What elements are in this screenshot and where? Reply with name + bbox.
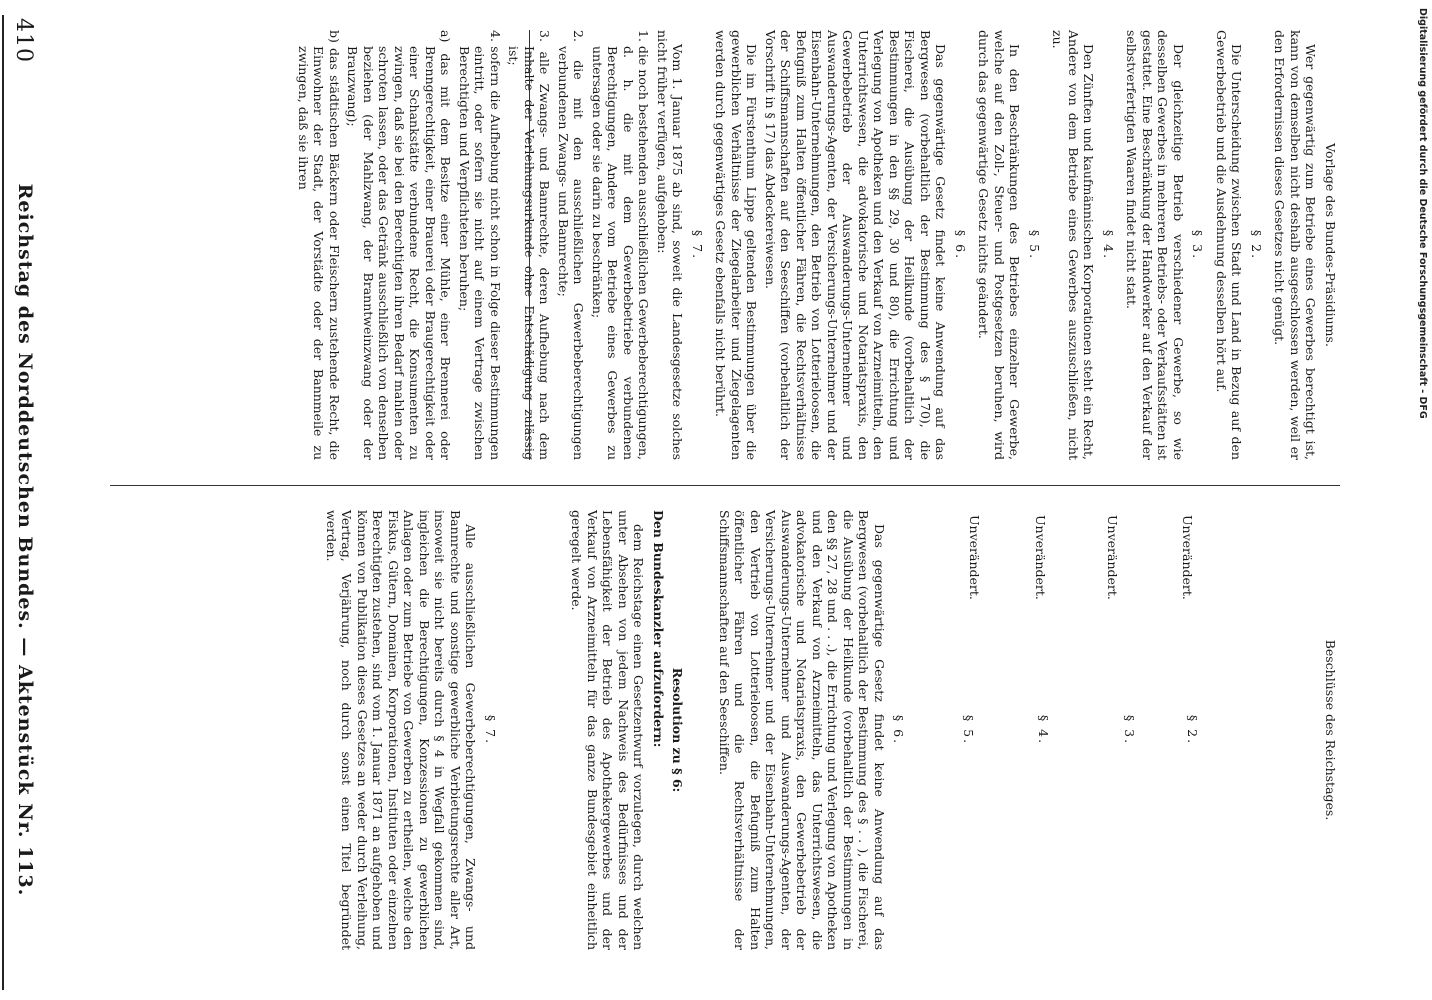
right-section-2-heading: § 2. <box>1185 714 1201 746</box>
digitization-note: Digitalisierung gefördert durch die Deutsche Forschungsgemeinschaft - DFG <box>1417 8 1428 419</box>
section-6-text: Das gegenwärtige Gesetz findet keine Anwendung auf das Bergwesen (vorbehaltlich der Bestimmung des § 170), die Fischerei, die Ausübung der Heilkunde (vorbehaltlich der Bestimmungen in den §§ 29, 30 und 80), die Errichtung und Verlegung von Apotheken und den Verkauf von Arzneimitteln, den Unterrichtswesen, die advokatorische und Notariatspraxis, den Gewerbebetrieb der Auswanderungs-Unternehmer und Auswanderungs-Agenten, der Versicherungs-Unternehmer und der Eisenbahn-Unternehmungen, den Betrieb von Lotterieloosen, die Befugniß zum Halten öffentlicher Fähren, die Rechtsverhältnisse der Schiffsmannschaften auf den Seeschiffen (vorbehaltlich der Vorschrift in § 17) das Abdeckereiwesen. <box>763 30 949 460</box>
section-7-divider <box>529 30 530 460</box>
section-5-text: In den Beschränkungen des Betriebes einzelner Gewerbe, welche auf den Zoll-, Steuer- und Postgesetzen beruhen, wird durch das gegenwärtige Gesetz nichts geändert. <box>976 30 1023 460</box>
right-section-3-heading: § 3. <box>1122 714 1137 746</box>
right-section-6-heading: § 6. <box>891 714 907 746</box>
page-header <box>0 0 40 1000</box>
unveraendert-label: Unverändert. <box>967 515 982 600</box>
left-column <box>293 30 1341 460</box>
resolution-lead: Den Bundeskanzler aufzufordern: <box>651 510 666 748</box>
beschluesse-heading: Beschlüsse des Reichstages. <box>1323 639 1338 821</box>
section-6-heading: § 6. <box>953 229 968 261</box>
section-3-text: Der gleichzeitige Betrieb verschiedener Gewerbe, so wie desselben Gewerbes in mehreren Betriebs- oder Verkaufsstätten ist gestattet. Eine Beschränkung der Handwerker auf den Verkauf der selbstverfertigten Waaren findet nicht statt. <box>1124 30 1186 461</box>
section-7-item: 1. die noch bestehenden ausschließlichen Gewerbeberechtigungen, d. h. die mit dem Gewerbebetriebe verbundenen Berechtigungen, Andere vom Betriebe eines Gewerbes zu untersagen oder sie darin zu beschränken; <box>590 30 652 460</box>
section-7-heading: § 7. <box>690 229 705 261</box>
page-title: Reichstag des Norddeutschen Bundes. — Aktenstück Nr. 113. <box>14 183 36 897</box>
section-6-text-2: Die im Fürstenthum Lippe geltenden Bestimmungen über die gewerblichen Verhältnisse der Ziegelarbeiter und Ziegelagenten werden durch gegenwärtiges Gesetz ebenfalls nicht berührt. <box>713 30 760 460</box>
right-section-5-heading: § 5. <box>961 714 976 746</box>
resolution-title: Resolution zu § 6: <box>670 667 686 793</box>
section-7-intro: Vom 1. Januar 1875 ab sind, soweit die Landesgesetze solches nicht früher verfügen, aufgehoben: <box>655 30 686 460</box>
right-section-7-text: Alle ausschließlichen Gewerbeberechtigungen, Zwangs- und Bannrechte und sonstige gewerbliche Verbietungsrechte aller Art, insoweit sie nicht bereits durch § 4 in Wegfall gekommen sind, ingleichen die Berechtigungen, Konzessionen zu gewerblichen Anlagen oder zum Betriebe von Gewerben zu ertheilen, welche den Fiskus, Gütern, Domainen, Korporationen, Instituten oder einzelnen Berechtigten zustehen, sind vom 1. Januar 1871 an aufgehoben und können von Publikation dieses Gesetzes an weder durch Verleihung, Vertrag, Verjährung, noch durch sonst einen Titel begründet werden. <box>324 510 479 950</box>
section-7-subitem: a) das mit dem Besitze einer Mühle, einer Brennerei oder Brenngerechtigkeit, einer Brauerei oder Braugerechtigkeit oder einer Schankstätte verbundene Recht, die Konsumenten zu zwingen, daß sie bei den Berechtigten ihren Bedarf mahlen oder schroten lassen, oder das Getränk ausschließlich von denselben beziehen (der Mahlzwang, der Branntweinzwang oder der Brauzwang); <box>345 30 454 460</box>
section-4-text: Den Zünften und kaufmännischen Korporationen steht ein Recht, Andere von dem Betriebe eines Gewerbes auszuschließen, nicht zu. <box>1050 30 1097 460</box>
vorlage-heading: Vorlage des Bundes-Präsidiums. <box>1323 143 1338 347</box>
right-section-6-text: Das gegenwärtige Gesetz findet keine Anwendung auf das Bergwesen (vorbehaltlich der Bestimmung des § . . ), die Fischerei, die Ausübung der Heilkunde (vorbehaltlich der Bestimmungen in den §§ 27, 28 und . . .), die Errichtung und Verlegung von Apotheken und den Verkauf von Arzneimitteln, das Unterrichtswesen, die advokatorische und Notariatspraxis, den Gewerbebetrieb der Auswanderungs-Unternehmer und Auswanderungs-Agenten, der Versicherungs-Unternehmer und der Eisenbahn-Unternehmungen, den Vertrieb von Lotterieloosen, die Befugniß zum Halten öffentlicher Fähren und die Rechtsverhältnisse der Schiffsmannschaften auf den Seeschiffen. <box>717 510 887 950</box>
section-2-heading: § 2. <box>1249 229 1264 261</box>
right-section-4-heading: § 4. <box>1036 714 1052 746</box>
page-number: 410 <box>11 18 36 63</box>
section-7-item: 4. sofern die Aufhebung nicht schon in Folge dieser Bestimmungen eintritt, oder sofern sie nicht auf einem Vertrage zwischen Berechtigten und Verpflichteten beruhen; <box>457 30 503 460</box>
right-section-7-heading: § 7. <box>483 714 498 746</box>
section-7-item: 2. die mit den ausschließlichen Gewerbeberechtigungen verbundenen Zwangs- und Bannrechte; <box>556 30 587 460</box>
intro-paragraph: Wer gegenwärtig zum Betriebe eines Gewerbes berechtigt ist, kann von demselben nicht deshalb ausgeschlossen werden, weil er den Erfordernissen dieses Gesetzes nicht genügt. <box>1272 30 1319 460</box>
unveraendert-label: Unverändert. <box>1180 515 1195 600</box>
section-5-heading: § 5. <box>1027 229 1042 261</box>
section-7-item: 3. alle Zwangs- und Bannrechte, deren Aufhebung nach dem Inhalte der Verleihungsurkunde ohne Entschädigung zulässig ist; <box>506 30 553 460</box>
section-3-heading: § 3. <box>1190 229 1206 261</box>
header-rule <box>2 15 4 990</box>
section-7-subitem: b) das städtischen Bäckern oder Fleischern zustehende Recht, die Einwohner der Stadt, der Vorstädte oder der Bannmeile zu zwingen, daß sie ihren <box>296 30 342 460</box>
unveraendert-label: Unverändert. <box>1105 515 1120 600</box>
section-4-heading: § 4. <box>1101 229 1116 261</box>
column-divider <box>110 485 1340 486</box>
unveraendert-label: Unverändert. <box>1033 515 1048 600</box>
section-2-text: Die Unterscheidung zwischen Stadt und Land in Bezug auf den Gewerbebetrieb und die Ausdehnung desselben hört auf. <box>1214 30 1245 460</box>
resolution-text: dem Reichstage einen Gesetzentwurf vorzulegen, durch welchen unter Absehen von jedem Nachweis des Bedürfnisses und der Lebensfähigkeit der Betrieb des Apothekergewerbes und der Verkauf von Arzneimitteln für das ganze Bundesgebiet einheitlich geregelt werde. <box>569 510 647 950</box>
